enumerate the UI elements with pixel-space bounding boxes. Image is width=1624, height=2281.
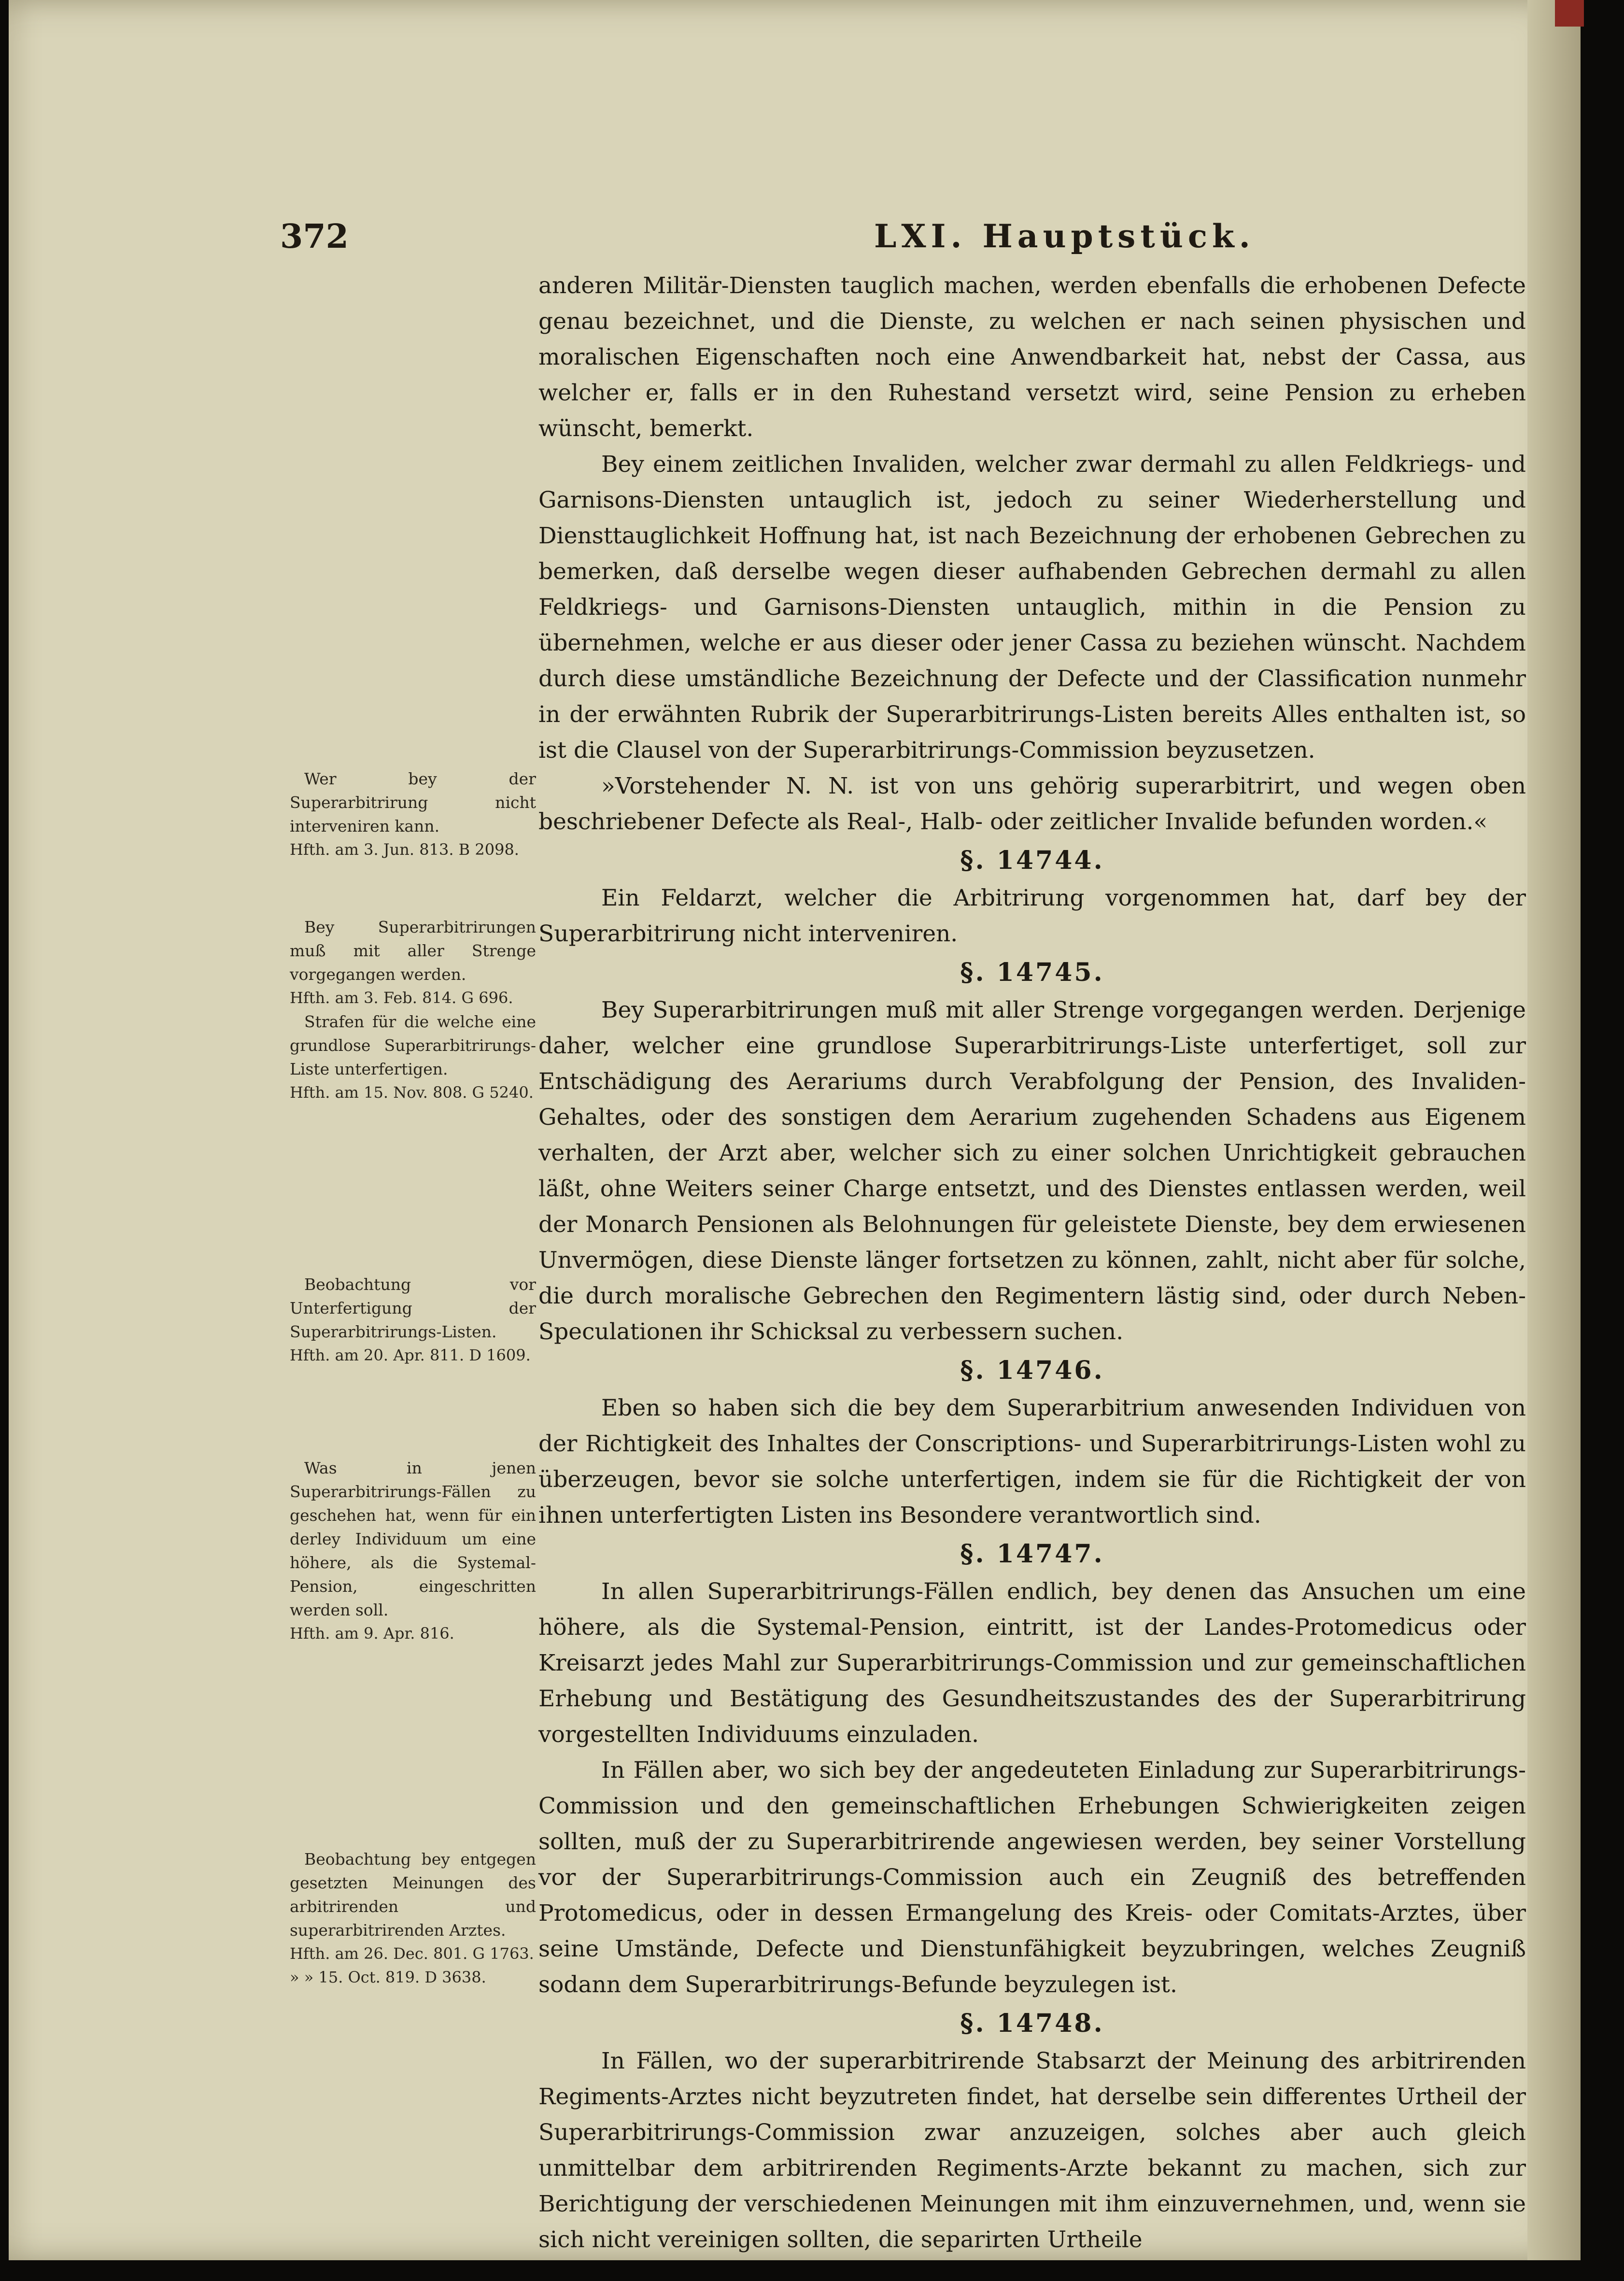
section-heading-14748: §. 14748. <box>960 2009 1104 2038</box>
margin-note-reference: Hfth. am 20. Apr. 811. D 1609. <box>290 1346 531 1364</box>
paragraph: Bey einem zeitlichen Invaliden, welcher zwar dermahl zu allen Feldkriegs- und Garnisons-Diensten untauglich ist, jedoch zu seiner Wiederherstellung und Diensttauglichkeit Hoffnung hat, ist nach Bezeichnung der erhobenen Gebrechen zu bemerken, daß derselbe wegen dieser aufhabenden Gebrechen dermahl zu allen Feldkriegs- und Garnisons-Diensten untauglich, mithin in die Pension zu übernehmen, welche er aus dieser oder jener Cassa zu beziehen wünscht. Nachdem durch diese umständliche Bezeichnung der Defecte und der Classification nunmehr in der erwähnten Rubrik der Superarbitrirungs-Listen bereits Alles enthalten ist, so ist die Clausel von der Superarbitrirungs-Commission beyzusetzen. <box>538 451 1526 764</box>
running-title: LXI. Hauptstück. <box>874 217 1255 255</box>
margin-note-text: Was in jenen Superarbitrirungs-Fällen zu geschehen hat, wenn für ein derley Individuum um eine höhere, als die Systemal-Pension, eingeschritten werden soll. <box>290 1459 536 1619</box>
paragraph: »Vorstehender N. N. ist von uns gehörig superarbitrirt, und wegen oben beschriebener Defecte als Real-, Halb- oder zeitlicher Invalide befunden worden.« <box>538 773 1526 835</box>
margin-note-reference: Hfth. am 3. Jun. 813. B 2098. <box>290 840 519 859</box>
margin-note-reference: Hfth. am 9. Apr. 816. <box>290 1624 454 1643</box>
paragraph: anderen Militär-Diensten tauglich machen, werden ebenfalls die erhobenen Defecte genau bezeichnet, und die Dienste, zu welchen er nach seinen physischen und moralischen Eigenschaften noch eine Anwendbarkeit hat, nebst der Cassa, aus welcher er, falls er in den Ruhestand versetzt wird, seine Pension zu erheben wünscht, bemerkt. <box>538 272 1526 442</box>
page-number: 372 <box>280 217 349 256</box>
margin-note-reference: Hfth. am 3. Feb. 814. G 696. <box>290 989 513 1007</box>
section-text-14747-2: In Fällen aber, wo sich bey der angedeuteten Einladung zur Superarbitrirungs-Commission und den gemeinschaftlichen Erhebungen Schwierigkeiten zeigen sollten, muß der zu Superarbitrirende angewiesen werden, bey seiner Vorstellung vor der Superarbitrirungs-Commission auch ein Zeugniß des betreffenden Protomedicus, oder in dessen Ermangelung des Kreis- oder Comitats-Arztes, über seine Umstände, Defecte und Dienstunfähigkeit beyzubringen, welches Zeugniß sodann dem Superarbitrirungs-Befunde beyzulegen ist. <box>538 1757 1526 1998</box>
section-heading-14745: §. 14745. <box>960 958 1104 987</box>
margin-note-reference: Hfth. am 15. Nov. 808. G 5240. <box>290 1083 534 1102</box>
margin-note-text: Beobachtung bey entgegen gesetzten Meinungen des arbitrirenden und superarbitrirenden Arztes. <box>290 1850 536 1940</box>
main-text <box>538 268 1526 2258</box>
margin-note <box>290 767 536 862</box>
section-heading-14746: §. 14746. <box>960 1356 1104 1385</box>
margin-note <box>290 1273 536 1367</box>
page-gutter <box>1527 0 1581 2260</box>
margin-note-text: Strafen für die welche eine grundlose Superarbitrirungs-Liste unterfertigen. <box>290 1012 536 1078</box>
section-heading-14747: §. 14747. <box>960 1539 1104 1569</box>
section-text-14745: Bey Superarbitrirungen muß mit aller Strenge vorgegangen werden. Derjenige daher, welcher eine grundlose Superarbitrirungs-Liste unterfertiget, soll zur Entschädigung des Aerariums durch Verabfolgung der Pension, des Invaliden-Gehaltes, oder des sonstigen dem Aerarium zugehenden Schadens aus Eigenem verhalten, der Arzt aber, welcher sich zu einer solchen Unrichtigkeit gebrauchen läßt, ohne Weiters seiner Charge entsetzt, und des Dienstes entlassen werden, weil der Monarch Pensionen als Belohnungen für geleistete Dienste, bey dem erwiesenen Unvermögen, diese Dienste länger fortsetzen zu können, zahlt, nicht aber für solche, die durch moralische Gebrechen den Regimentern lästig sind, oder durch Neben-Speculationen ihr Schicksal zu verbessern suchen. <box>538 997 1526 1345</box>
section-heading-14744: §. 14744. <box>960 846 1104 875</box>
section-text-14744: Ein Feldarzt, welcher die Arbitrirung vorgenommen hat, darf bey der Superarbitrirung nicht interveniren. <box>538 885 1526 947</box>
margin-note-text: Wer bey der Superarbitrirung nicht interveniren kann. <box>290 769 536 836</box>
section-text-14746: Eben so haben sich die bey dem Superarbitrium anwesenden Individuen von der Richtigkeit des Inhaltes der Conscriptions- und Superarbitrirungs-Listen wohl zu überzeugen, bevor sie solche unterfertigen, indem sie für die Richtigkeit der von ihnen unterfertigten Listen ins Besondere verantwortlich sind. <box>538 1395 1526 1529</box>
margin-note-text: Beobachtung vor Unterfertigung der Superarbitrirungs-Listen. <box>290 1275 536 1341</box>
section-text-14748: In Fällen, wo der superarbitrirende Stabsarzt der Meinung des arbitrirenden Regiments-Arztes nicht beyzutreten findet, hat derselbe sein differentes Urtheil der Superarbitrirungs-Commission zwar anzuzeigen, solches aber auch gleich unmittelbar dem arbitrirenden Regiments-Arzte bekannt zu machen, sich zur Berichtigung der verschiedenen Meinungen mit ihm einzuvernehmen, und, wenn sie sich nicht vereinigen sollten, die separirten Urtheile <box>538 2048 1526 2253</box>
page-header <box>280 208 1526 261</box>
margin-note <box>290 915 536 1105</box>
margin-note-reference: » » 15. Oct. 819. D 3638. <box>290 1968 486 1986</box>
margin-note <box>290 1456 536 1645</box>
binding-tab <box>1555 0 1584 27</box>
margin-note-text: Bey Superarbitrirungen muß mit aller Strenge vorgegangen werden. <box>290 918 536 984</box>
margin-note <box>290 1847 536 1989</box>
section-text-14747-1: In allen Superarbitrirungs-Fällen endlich, bey denen das Ansuchen um eine höhere, als die Systemal-Pension, eintritt, ist der Landes-Protomedicus oder Kreisarzt jedes Mahl zur Superarbitrirungs-Commission und zur gemeinschaftlichen Erhebung und Bestätigung des Gesundheitszustandes des der Superarbitrirung vorgestellten Individuums einzuladen. <box>538 1578 1526 1748</box>
margin-note-reference: Hfth. am 26. Dec. 801. G 1763. <box>290 1944 534 1963</box>
